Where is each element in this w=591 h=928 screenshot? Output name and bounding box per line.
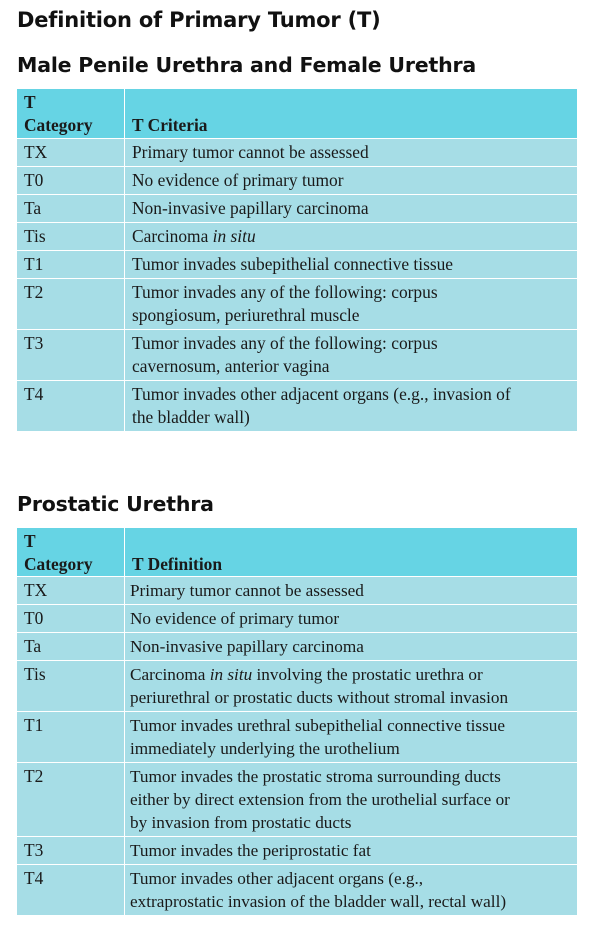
category-cell: T1 — [17, 251, 125, 279]
header-category: T Category — [17, 89, 125, 139]
criteria-cell: Primary tumor cannot be assessed — [125, 577, 578, 605]
table-header-row — [17, 89, 578, 139]
header-category: T Category — [17, 528, 125, 577]
criteria-cell: Non-invasive papillary carcinoma — [125, 195, 578, 223]
table-row — [17, 633, 578, 661]
table-body — [17, 139, 578, 432]
category-cell: T4 — [17, 381, 125, 432]
prostatic-urethra-table — [16, 527, 578, 916]
criteria-italic: in situ — [212, 226, 256, 246]
criteria-cell: Tumor invades urethral subepithelial connective tissue immediately underlying the urothelium — [125, 712, 578, 763]
table-row — [17, 865, 578, 916]
criteria-cell: Tumor invades the periprostatic fat — [125, 837, 578, 865]
criteria-cell: Tumor invades any of the following: corpus cavernosum, anterior vagina — [125, 330, 578, 381]
table-row — [17, 223, 578, 251]
criteria-cell: Tumor invades other adjacent organs (e.g., extraprostatic invasion of the bladder wall, rectal wall) — [125, 865, 578, 916]
criteria-text-after: involving the prostatic urethra or periurethral or prostatic ducts without stromal invasion — [130, 665, 509, 707]
table-row — [17, 712, 578, 763]
category-cell: T3 — [17, 330, 125, 381]
category-cell: T2 — [17, 279, 125, 330]
category-cell: TX — [17, 577, 125, 605]
table-row — [17, 330, 578, 381]
category-cell: T2 — [17, 763, 125, 837]
category-cell: T0 — [17, 605, 125, 633]
section-heading-prostatic: Prostatic Urethra — [17, 492, 214, 516]
criteria-cell — [125, 223, 578, 251]
table-row — [17, 195, 578, 223]
table-row — [17, 279, 578, 330]
category-cell: T4 — [17, 865, 125, 916]
header-criteria: T Criteria — [125, 89, 578, 139]
table-row — [17, 167, 578, 195]
table-row — [17, 139, 578, 167]
table-header-row — [17, 528, 578, 577]
table-row — [17, 763, 578, 837]
category-cell: Tis — [17, 223, 125, 251]
criteria-cell: Non-invasive papillary carcinoma — [125, 633, 578, 661]
table-row — [17, 381, 578, 432]
criteria-cell: No evidence of primary tumor — [125, 605, 578, 633]
criteria-cell — [125, 661, 578, 712]
criteria-cell: Tumor invades subepithelial connective tissue — [125, 251, 578, 279]
page-title: Definition of Primary Tumor (T) — [17, 8, 381, 32]
category-cell: T0 — [17, 167, 125, 195]
criteria-cell: Primary tumor cannot be assessed — [125, 139, 578, 167]
category-cell: Tis — [17, 661, 125, 712]
category-cell: TX — [17, 139, 125, 167]
criteria-text: Carcinoma — [132, 226, 213, 246]
criteria-cell: Tumor invades any of the following: corpus spongiosum, periurethral muscle — [125, 279, 578, 330]
table-row — [17, 577, 578, 605]
criteria-cell: Tumor invades other adjacent organs (e.g., invasion of the bladder wall) — [125, 381, 578, 432]
criteria-cell: No evidence of primary tumor — [125, 167, 578, 195]
category-cell: Ta — [17, 195, 125, 223]
criteria-text: Carcinoma — [130, 665, 210, 684]
category-cell: T3 — [17, 837, 125, 865]
table-row — [17, 251, 578, 279]
category-cell: Ta — [17, 633, 125, 661]
header-definition: T Definition — [125, 528, 578, 577]
table-row — [17, 837, 578, 865]
category-cell: T1 — [17, 712, 125, 763]
table-body — [17, 577, 578, 916]
criteria-italic: in situ — [209, 665, 253, 684]
criteria-cell: Tumor invades the prostatic stroma surrounding ducts either by direct extension from the urothelial surface or by invasion from prostatic ducts — [125, 763, 578, 837]
table-row — [17, 605, 578, 633]
section-heading-penile: Male Penile Urethra and Female Urethra — [17, 53, 477, 77]
table-row — [17, 661, 578, 712]
penile-urethra-table — [16, 88, 578, 432]
